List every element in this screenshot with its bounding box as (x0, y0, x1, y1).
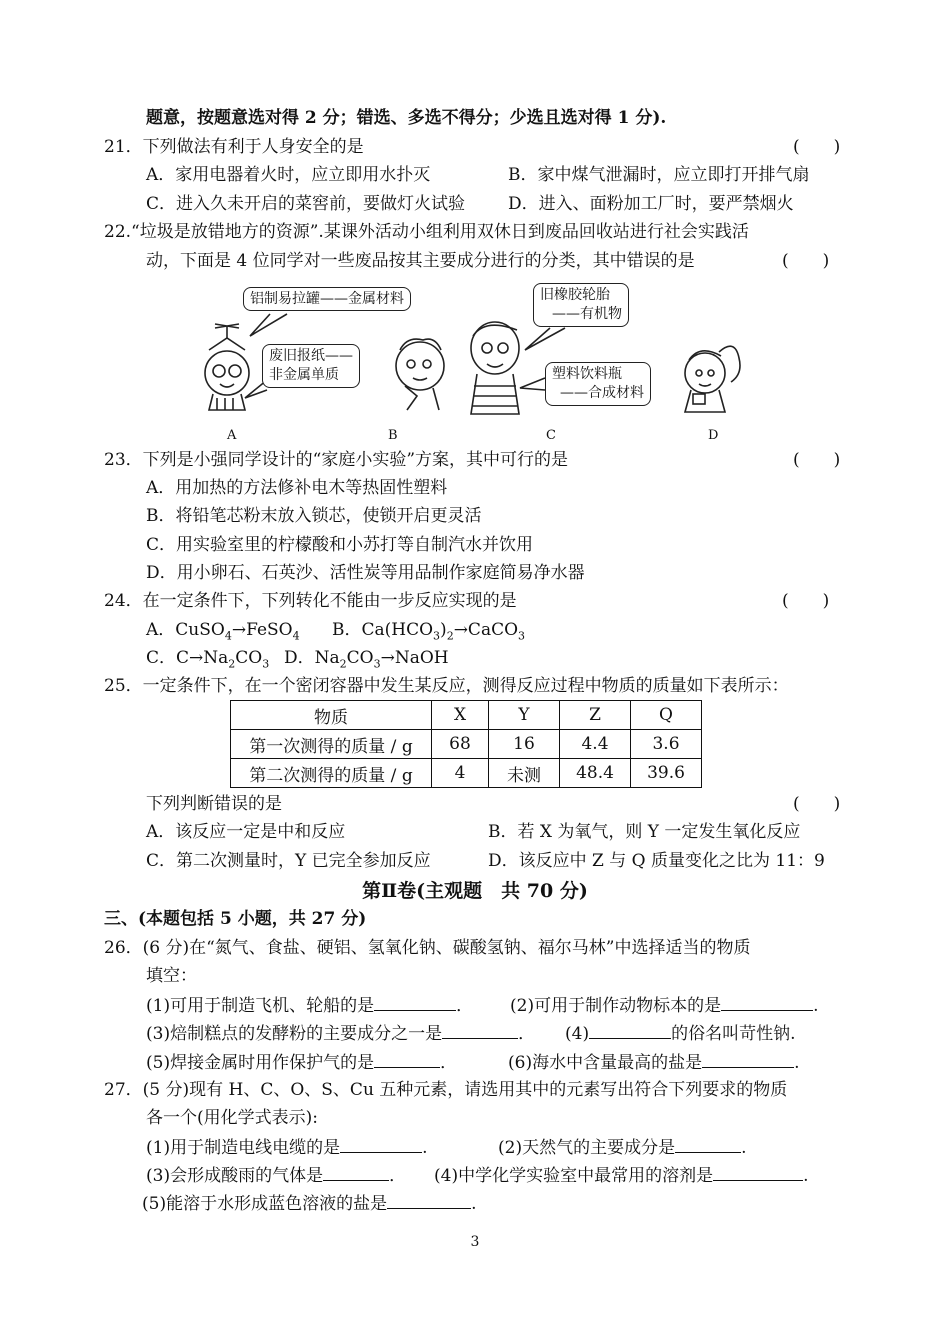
q21-option-c: C．进入久未开启的菜窖前，要做灯火试验 (146, 194, 466, 214)
bubble-b-line1: 废旧报纸—— (269, 348, 353, 364)
q21-option-d: D．进入、面粉加工厂时，要严禁烟火 (508, 194, 794, 214)
table-cell: 68 (432, 730, 489, 759)
table-header-cell: Q (631, 701, 702, 730)
q24-answer-bracket[interactable]: ( ) (782, 591, 830, 611)
table-header-row (231, 701, 702, 730)
q21-answer-bracket[interactable]: ( ) (793, 137, 841, 157)
student-a-icon (205, 324, 249, 410)
table-header-cell: Y (489, 701, 560, 730)
table-row (231, 730, 702, 759)
bubble-c (533, 283, 629, 327)
q27-blank3[interactable] (323, 1164, 389, 1181)
q27-blank4[interactable] (713, 1164, 803, 1181)
q21-option-b: B．家中煤气泄漏时，应立即打开排气扇 (508, 165, 810, 185)
q25-judge: 下列判断错误的是 (146, 794, 282, 814)
table-cell: 16 (489, 730, 560, 759)
q27-blank1[interactable] (340, 1136, 422, 1153)
q27-stem-line1: 27．(5 分)现有 H、C、O、S、Cu 五种元素，请选用其中的元素写出符合下列要求的物质 (104, 1080, 788, 1100)
q23-option-c: C．用实验室里的柠檬酸和小苏打等自制汽水并饮用 (146, 535, 534, 555)
part-three-heading: 三、(本题包括 5 小题，共 27 分) (104, 909, 367, 929)
q25-option-b: B．若 X 为氧气，则 Y 一定发生氧化反应 (488, 822, 801, 842)
q27-part2: (2)天然气的主要成分是 . (498, 1138, 747, 1158)
bubble-c-line2: ——有机物 (552, 306, 622, 322)
q25-option-a: A．该反应一定是中和反应 (146, 822, 346, 842)
q26-part2: (2)可用于制作动物标本的是 . (510, 996, 819, 1016)
q27-part1: (1)用于制造电线电缆的是 . (146, 1138, 428, 1158)
q26-blank2[interactable] (721, 994, 813, 1011)
table-header-cell: X (432, 701, 489, 730)
q22-answer-bracket[interactable]: ( ) (782, 251, 830, 271)
table-row (231, 759, 702, 788)
q27-part3: (3)会形成酸雨的气体是 ． (146, 1166, 407, 1186)
q26-stem-line1: 26．(6 分)在“氮气、食盐、硬铝、氢氧化钠、碳酸氢钠、福尔马林”中选择适当的物质 (104, 938, 751, 958)
table-header-cell: 物质 (231, 701, 432, 730)
student-c-icon (471, 322, 519, 414)
table-cell: 39.6 (631, 759, 702, 788)
table-cell: 48.4 (560, 759, 631, 788)
q26-blank6[interactable] (702, 1051, 794, 1068)
q26-blank4[interactable] (589, 1022, 671, 1039)
q22-stem-line2: 动，下面是 4 位同学对一些废品按其主要成分进行的分类，其中错误的是 (146, 251, 695, 271)
q26-part5: (5)焊接金属时用作保护气的是 ． (146, 1053, 458, 1073)
q26-part4: (4) 的俗名叫苛性钠. (565, 1024, 796, 1044)
table-cell: 4.4 (560, 730, 631, 759)
q27-blank2[interactable] (675, 1136, 741, 1153)
q27-stem-line2: 各一个(用化学式表示): (146, 1108, 318, 1128)
q27-part5: (5)能溶于水形成蓝色溶液的盐是 . (142, 1194, 477, 1214)
picture-label-a: A (227, 428, 237, 443)
q26-part6: (6)海水中含量最高的盐是 . (508, 1053, 800, 1073)
q26-blank5[interactable] (374, 1051, 440, 1068)
picture-label-b: B (388, 428, 398, 443)
page-number: 3 (470, 1234, 480, 1250)
q24-option-b: B．$Ca(HCO_3)_2\to CaCO_3$ (332, 620, 526, 643)
table-header-cell: Z (560, 701, 631, 730)
picture-label-d: D (708, 428, 719, 443)
q21-option-a: A．家用电器着火时，应立即用水扑灭 (146, 165, 431, 185)
q23-stem: 23．下列是小强同学设计的“家庭小实验”方案，其中可行的是 (104, 450, 569, 470)
q25-answer-bracket[interactable]: ( ) (793, 794, 841, 814)
q24-option-a: A．CuSO$_4$→FeSO$_4$ (146, 620, 300, 643)
q27-part4: (4)中学化学实验室中最常用的溶剂是 . (434, 1166, 809, 1186)
q24-option-c: C．$C\to Na_2CO_3$ (146, 648, 270, 671)
section-title: 第Ⅱ卷(主观题 共 70 分) (362, 880, 588, 902)
student-b-icon (396, 339, 444, 410)
table-cell: 3.6 (631, 730, 702, 759)
picture-label-c: C (546, 428, 556, 443)
q26-blank1[interactable] (374, 994, 456, 1011)
q27-blank5[interactable] (387, 1192, 471, 1209)
q25-stem: 25．一定条件下，在一个密闭容器中发生某反应，测得反应过程中物质的质量如下表所示： (104, 676, 789, 696)
mass-table (230, 700, 702, 788)
student-d-icon (685, 346, 740, 412)
q23-answer-bracket[interactable]: ( ) (793, 450, 841, 470)
q21-stem: 21．下列做法有利于人身安全的是 (104, 137, 364, 157)
q23-option-a: A．用加热的方法修补电木等热固性塑料 (146, 478, 448, 498)
bubble-d-line1: 塑料饮料瓶 (552, 366, 622, 382)
q26-part3: (3)焙制糕点的发酵粉的主要成分之一是 ． (146, 1024, 536, 1044)
table-cell: 第一次测得的质量 / g (231, 730, 432, 759)
bubble-a: 铝制易拉罐——金属材料 (243, 287, 411, 311)
q22-stem-line1: 22.“垃圾是放错地方的资源”.某课外活动小组利用双休日到废品回收站进行社会实践活 (104, 222, 749, 242)
q26-stem-line2: 填空： (146, 966, 197, 986)
q24-option-d: D．$Na_2CO_3\to NaOH$ (284, 648, 449, 671)
bubble-b-line2: 非金属单质 (269, 367, 339, 383)
table-cell: 未测 (489, 759, 560, 788)
q26-part1: (1)可用于制造飞机、轮船的是 ． (146, 996, 474, 1016)
bubble-b (262, 344, 360, 388)
scoring-note: 题意，按题意选对得 2 分；错选、多选不得分；少选且选对得 1 分). (146, 108, 667, 128)
q25-option-d: D．该反应中 Z 与 Q 质量变化之比为 11：9 (488, 851, 825, 871)
q23-option-d: D．用小卵石、石英沙、活性炭等用品制作家庭简易净水器 (146, 563, 585, 583)
q26-blank3[interactable] (442, 1022, 518, 1039)
bubble-d (545, 362, 651, 406)
bubble-c-line1: 旧橡胶轮胎 (540, 287, 610, 303)
table-cell: 第二次测得的质量 / g (231, 759, 432, 788)
q25-option-c: C．第二次测量时，Y 已完全参加反应 (146, 851, 431, 871)
q23-option-b: B．将铅笔芯粉末放入锁芯，使锁开启更灵活 (146, 506, 482, 526)
table-cell: 4 (432, 759, 489, 788)
bubble-d-line2: ——合成材料 (560, 385, 644, 401)
q24-stem: 24．在一定条件下，下列转化不能由一步反应实现的是 (104, 591, 517, 611)
